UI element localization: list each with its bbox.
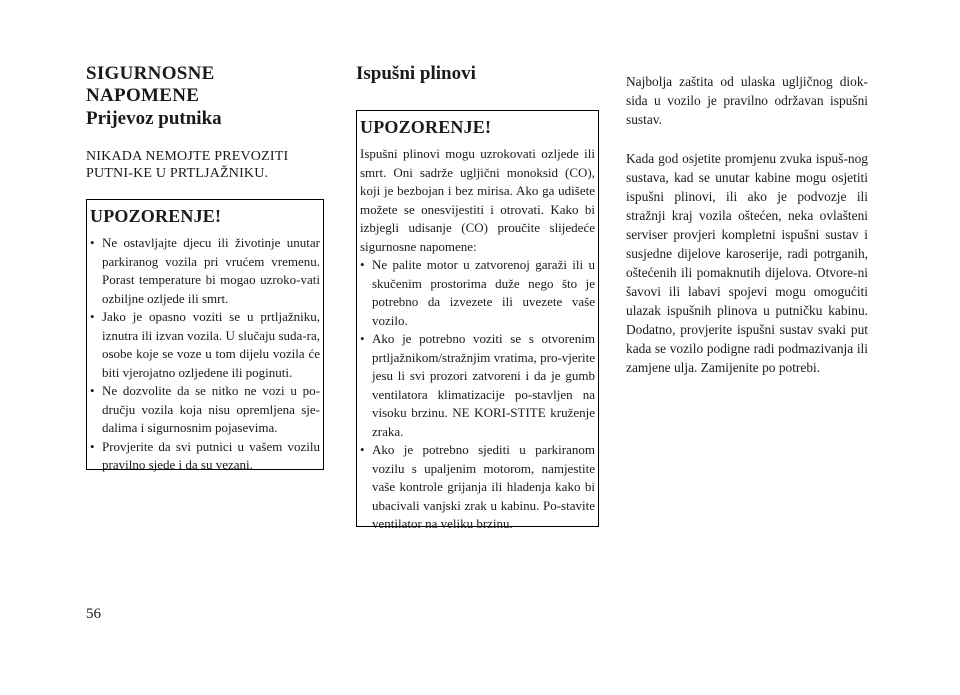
warning-item: • Ako je potrebno voziti se s otvorenim prtljažnikom/stražnjim vratima, pro-vjerite jesu li svi prozori zatvoreni i da je gumb ventilatora klimatizacije po-stavljen na visoku brzinu. NE KORI-STITE kruženje zraka. <box>360 331 595 439</box>
bullet-icon: • <box>90 438 95 454</box>
warning-item: • Ne ostavljajte djecu ili životinje unutar parkiranog vozila pri vrućem vremenu. Porast temperature bi mogao uzroko-vati ozbiljne ozljede ili smrt. <box>90 235 320 306</box>
bullet-icon: • <box>90 309 95 324</box>
section-heading-exhaust: Ispušni plinovi <box>356 63 476 84</box>
warning-title: UPOZORENJE! <box>90 206 222 226</box>
body-paragraph: Najbolja zaštita od ulaska ugljičnog diok-sida u vozilo je pravilno održavan ispušni sustav. <box>626 74 868 127</box>
warning-item: • Provjerite da svi putnici u vašem vozilu pravilno sjede i da su vezani. <box>90 438 320 472</box>
warning-intro: Ispušni plinovi mogu uzrokovati ozljede ili smrt. Oni sadrže ugljični monoksid (CO), koji je bezbojan i bez mirisa. Ako ga udišete možete se onesvijestiti i otrovati. Kako bi izbjegli udisanje (CO) proučite slijedeće sigurnosne napomene: <box>360 146 595 254</box>
warning-item: • Ne dozvolite da se nitko ne vozi u po-dručju vozila koja nisu opremljena sje-dalima i sigurnosnim pojasevima. <box>90 383 320 435</box>
section-heading: SIGURNOSNE NAPOMENE <box>86 63 215 106</box>
warning-list <box>90 234 320 475</box>
warning-item: • Ako je potrebno sjediti u parkiranom vozilu s upaljenim motorom, namjestite vaše kontrole grijanja ili hladenja kako bi ubacivali vanjski zrak u kabinu. Po-stavite ventilator na veliku brzinu. <box>360 442 595 531</box>
warning-title: UPOZORENJE! <box>360 117 492 137</box>
warning-box <box>86 199 324 470</box>
notice-text: NIKADA NEMOJTE PREVOZITI PUTNI-KE U PRTLJAŽNIKU. <box>86 149 289 181</box>
body-paragraph: Kada god osjetite promjenu zvuka ispuš-nog sustava, kad se unutar kabine mogu osjetiti ispušni plinovi, ili ako je podvozje ili stražnji kraj vozila oštećen, neka ovlašteni serviser provjeri kompletni ispušni sustav i susjedne dijelove karoserije, radi potrganih, oštećenih ili pomaknutih dijelova. Otvore-ni šavovi ili labavi spojevi mogu omogućiti ulazak ispušnih plinova u putničku kabinu. Dodatno, provjerite ispušni sustav svaki put kada se vozilo podigne radi podmazivanja ili zamjene ulja. Zamijenite po potrebi. <box>626 151 868 375</box>
warning-item: • Jako je opasno voziti se u prtljažniku, iznutra ili izvan vozila. U slučaju suda-ra, osobe koje se voze u tom dijelu vozila će biti vjerojatno ozljedene ili poginuti. <box>90 309 320 380</box>
warning-box <box>356 110 599 531</box>
bullet-icon: • <box>90 235 95 250</box>
bullet-icon: • <box>90 383 95 398</box>
bullet-icon: • <box>360 442 365 457</box>
bullet-icon: • <box>360 257 365 272</box>
warning-list <box>360 256 595 534</box>
bullet-icon: • <box>360 331 365 346</box>
warning-item: • Ne palite motor u zatvorenoj garaži ili u skučenim prostorima duže nego što je potrebno da izvezete ili uvezete vaše vozilo. <box>360 257 595 328</box>
subsection-heading: Prijevoz putnika <box>86 108 222 129</box>
page-number: 56 <box>86 606 101 622</box>
